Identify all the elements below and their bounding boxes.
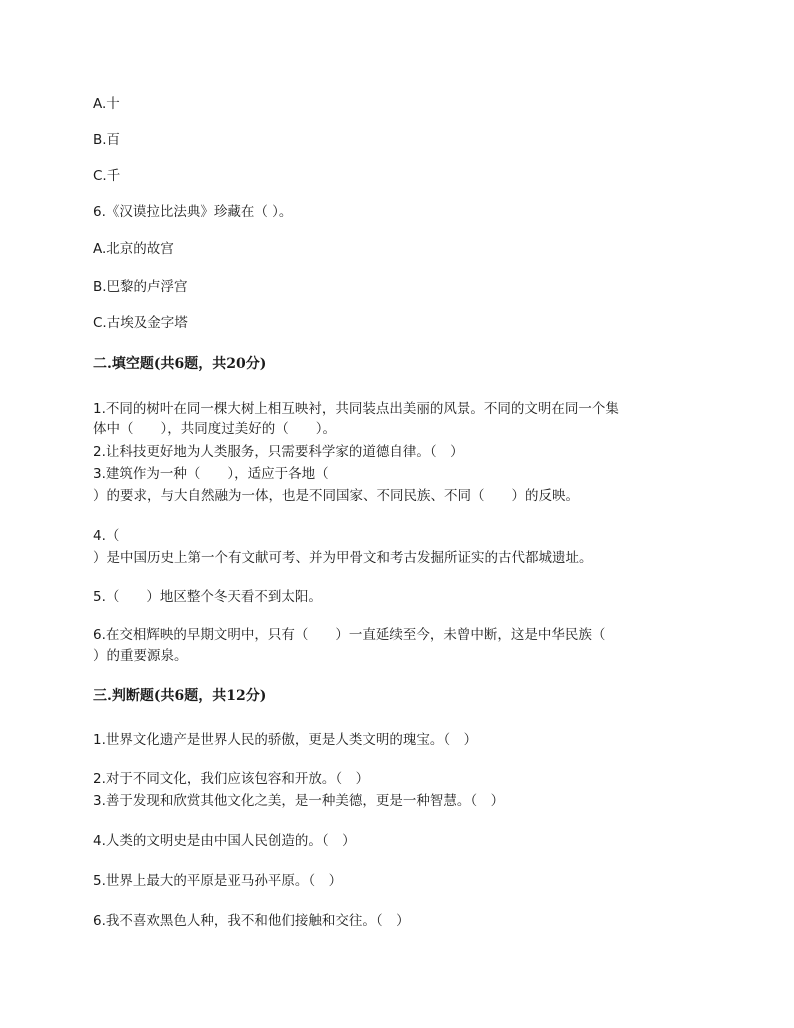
judge-q2: 2.对于不同文化，我们应该包容和开放。（ ） [93,771,370,787]
fill-q6-line2: ）的重要源泉。 [93,648,188,664]
judge-q5: 5.世界上最大的平原是亚马孙平原。（ ） [93,873,343,889]
judge-section-heading: 三.判断题(共6题，共12分) [93,688,267,704]
judge-q6: 6.我不喜欢黑色人种，我不和他们接触和交往。（ ） [93,913,410,929]
question-6: 6.《汉谟拉比法典》珍藏在（ ）。 [93,204,293,220]
fill-q1-line1: 1.不同的树叶在同一棵大树上相互映衬，共同装点出美丽的风景。不同的文明在同一个集 [93,401,619,417]
judge-q3: 3.善于发现和欣赏其他文化之美，是一种美德，更是一种智慧。（ ） [93,793,505,809]
fill-q4-line2: ）是中国历史上第一个有文献可考、并为甲骨文和考古发掘所证实的古代都城遗址。 [93,550,593,566]
option-a-ten: A.十 [93,96,120,112]
question-6-option-b: B.巴黎的卢浮宫 [93,279,188,295]
fill-q3-line2: ）的要求，与大自然融为一体，也是不同国家、不同民族、不同（ ）的反映。 [93,488,579,504]
fill-q4-line1: 4.（ [93,528,120,544]
option-c-thousand: C.千 [93,168,121,184]
question-6-option-a: A.北京的故宫 [93,241,174,257]
judge-q1: 1.世界文化遗产是世界人民的骄傲，更是人类文明的瑰宝。（ ） [93,732,478,748]
question-6-option-c: C.古埃及金字塔 [93,315,188,331]
fill-q3-line1: 3.建筑作为一种（ ），适应于各地（ [93,466,329,482]
option-b-hundred: B.百 [93,132,121,148]
fill-q1-line2: 体中（ ），共同度过美好的（ ）。 [93,421,336,437]
judge-q4: 4.人类的文明史是由中国人民创造的。（ ） [93,833,356,849]
fill-q6-line1: 6.在交相辉映的早期文明中，只有（ ）一直延续至今，未曾中断，这是中华民族（ [93,627,606,643]
fill-section-heading: 二.填空题(共6题，共20分) [93,356,267,372]
fill-q5: 5.（ ）地区整个冬天看不到太阳。 [93,589,322,605]
fill-q2: 2.让科技更好地为人类服务，只需要科学家的道德自律。（ ） [93,444,464,460]
